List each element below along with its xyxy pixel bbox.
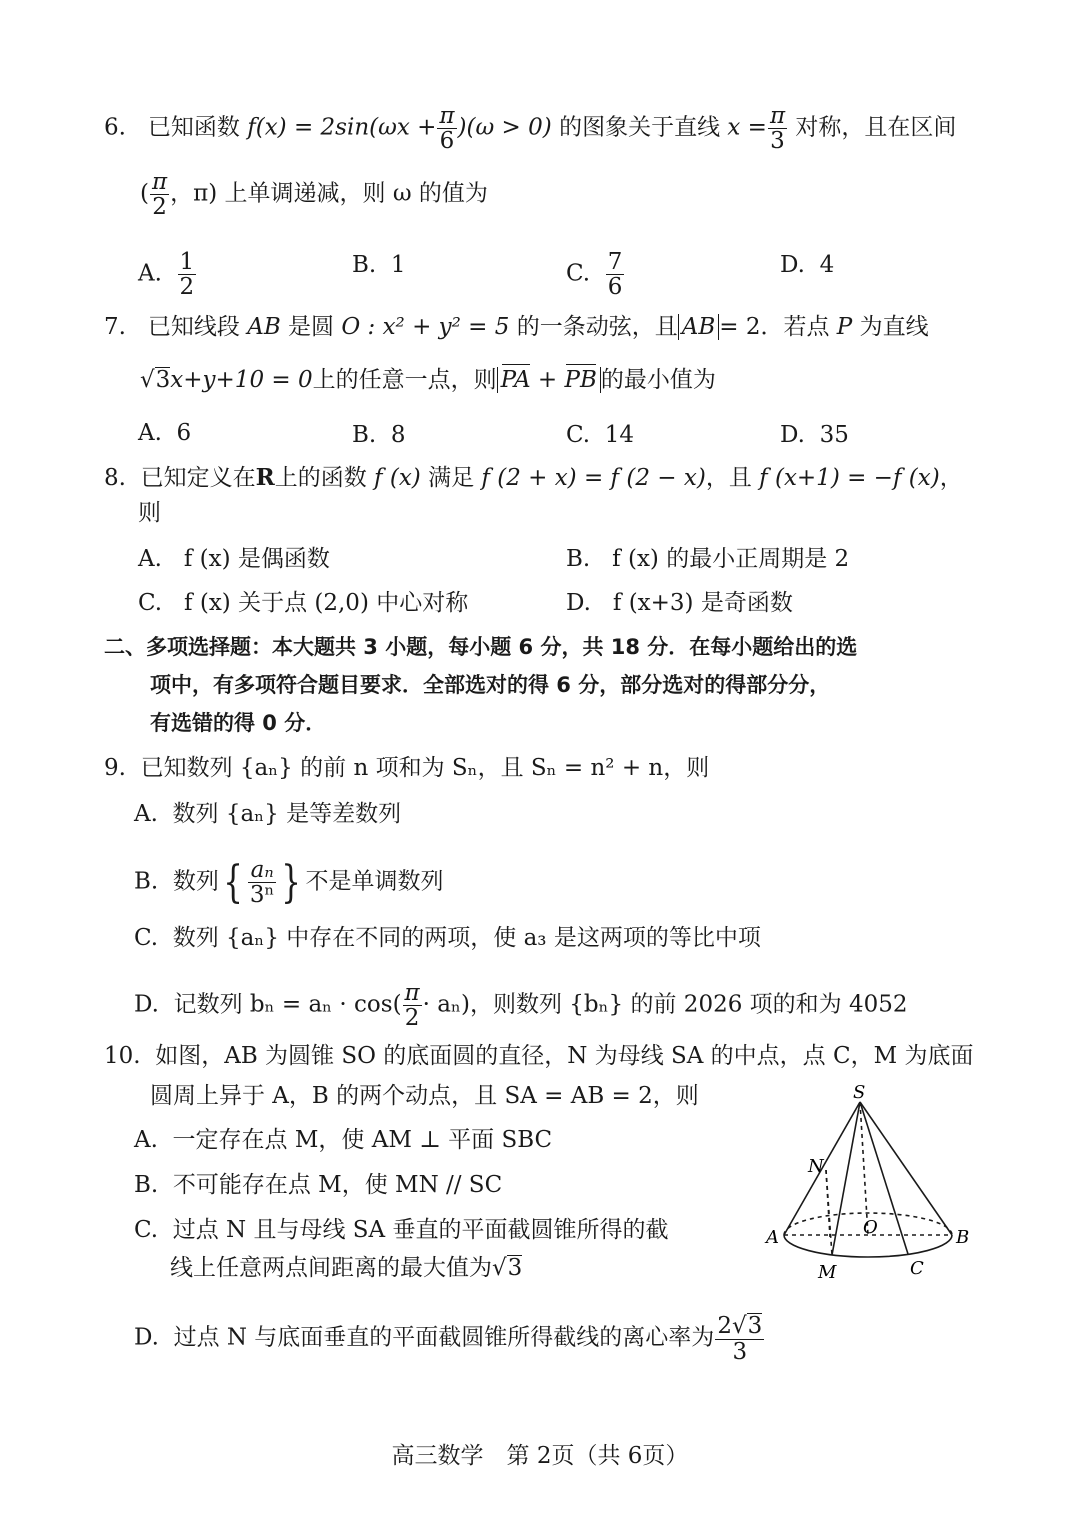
q6-option-c: C. $\frac{7}{6}$	[566, 249, 623, 301]
q8-option-c: C. f (x) 关于点 (2,0) 中心对称	[138, 590, 469, 616]
q10-option-a: A. 一定存在点 M，使 AM ⊥ 平面 SBC	[134, 1127, 553, 1153]
cone-base-front	[784, 1235, 952, 1257]
cone-segment-mn	[826, 1170, 832, 1255]
q6-frac-pi-2: $\frac{\pi}{2}$	[151, 169, 168, 221]
q10-option-c-line2: 线上任意两点间距离的最大值为√3	[170, 1255, 523, 1281]
label-o: O	[863, 1217, 878, 1238]
q8-option-d: D. f (x+3) 是奇函数	[566, 590, 793, 616]
q7-option-a: A. 6	[138, 420, 192, 446]
q6-option-b: B. 1	[352, 252, 406, 278]
section2-line2: 项中，有多项符合题目要求．全部选对的得 6 分，部分选对的得部分分，	[150, 673, 831, 697]
q10-line2: 圆周上异于 A，B 的两个动点，且 SA = AB = 2，则	[150, 1083, 699, 1109]
q6-frac-pi-3: $\frac{\pi}{3}$	[769, 103, 786, 155]
cone-figure	[760, 1080, 970, 1290]
q10-option-c-line1: C. 过点 N 且与母线 SA 垂直的平面截圆锥所得的截	[134, 1217, 669, 1243]
q6-line2: ( $\frac{\pi}{2}$ ，π) 上单调递减，则 ω 的值为	[140, 169, 488, 221]
q8-option-b: B. f (x) 的最小正周期是 2	[566, 546, 850, 572]
label-m: M	[818, 1262, 837, 1283]
q6-option-d: D. 4	[780, 252, 835, 278]
page-footer: 高三数学 第 2页（共 6页）	[391, 1443, 689, 1469]
q9-option-c: C. 数列 {aₙ} 中存在不同的两项，使 a₃ 是这两项的等比中项	[134, 925, 761, 951]
label-c: C	[910, 1258, 924, 1279]
q8-line2: 则	[138, 500, 161, 526]
q7-line2: √3x+y+10 = 0上的任意一点，则 PA + PB 的最小值为	[140, 367, 716, 393]
q7-line1: 7. 已知线段 AB 是圆 O : x² + y² = 5 的一条动弦，且 AB = 2．若点 P 为直线	[104, 314, 929, 340]
label-n: N	[808, 1156, 824, 1177]
q7-option-b: B. 8	[352, 422, 406, 448]
label-b: B	[956, 1227, 970, 1248]
q6-frac-pi-6: $\frac{\pi}{6}$	[439, 103, 455, 155]
q7-abs-ab: AB	[678, 314, 720, 340]
label-a: A	[766, 1227, 779, 1248]
q9-option-b: B. 数列{ $\frac{\text{aₙ}}{\text{3ⁿ}}$ } 不是单调数列	[134, 856, 444, 909]
q6-line1: 6. 已知函数 f(x) = 2sin(ωx + $\frac{\pi}{6}$ )(ω > 0) 的图象关于直线 x = $\frac{\pi}{3}$ 对称，且在区间	[104, 103, 957, 155]
q6-option-a: A. $\frac{1}{2}$	[138, 249, 195, 301]
q10-option-b: B. 不可能存在点 M，使 MN // SC	[134, 1172, 503, 1198]
q7-option-d: D. 35	[780, 422, 849, 448]
q10-line1: 10. 如图，AB 为圆锥 SO 的底面圆的直径，N 为母线 SA 的中点，点 C，M 为底面	[104, 1043, 974, 1069]
q10-option-d: D. 过点 N 与底面垂直的平面截圆锥所得截线的离心率为 $\frac{2√3}{3}$	[134, 1313, 763, 1366]
q7-option-c: C. 14	[566, 422, 634, 448]
q9-stem: 9. 已知数列 {aₙ} 的前 n 项和为 Sₙ，且 Sₙ = n² + n，则	[104, 755, 710, 781]
q9-option-d: D. 记数列 bₙ = aₙ · cos( $\frac{\pi}{2}$ · aₙ)，则数列 {bₙ} 的前 2026 项的和为 4052	[134, 980, 908, 1032]
label-s: S	[853, 1082, 866, 1103]
q7-sqrt-3: 3	[155, 367, 171, 393]
q9-option-a: A. 数列 {aₙ} 是等差数列	[134, 801, 402, 827]
q8-option-a: A. f (x) 是偶函数	[138, 546, 330, 572]
q7-vector-sum: PA + PB	[497, 367, 601, 393]
section2-line1: 二、多项选择题：本大题共 3 小题，每小题 6 分，共 18 分．在每小题给出的选	[104, 635, 858, 659]
section2-line3: 有选错的得 0 分．	[150, 711, 327, 735]
q8-line1: 8. 已知定义在R上的函数 f (x) 满足 f (2 + x) = f (2 − x)，且 f (x+1) = −f (x)，	[104, 464, 963, 491]
